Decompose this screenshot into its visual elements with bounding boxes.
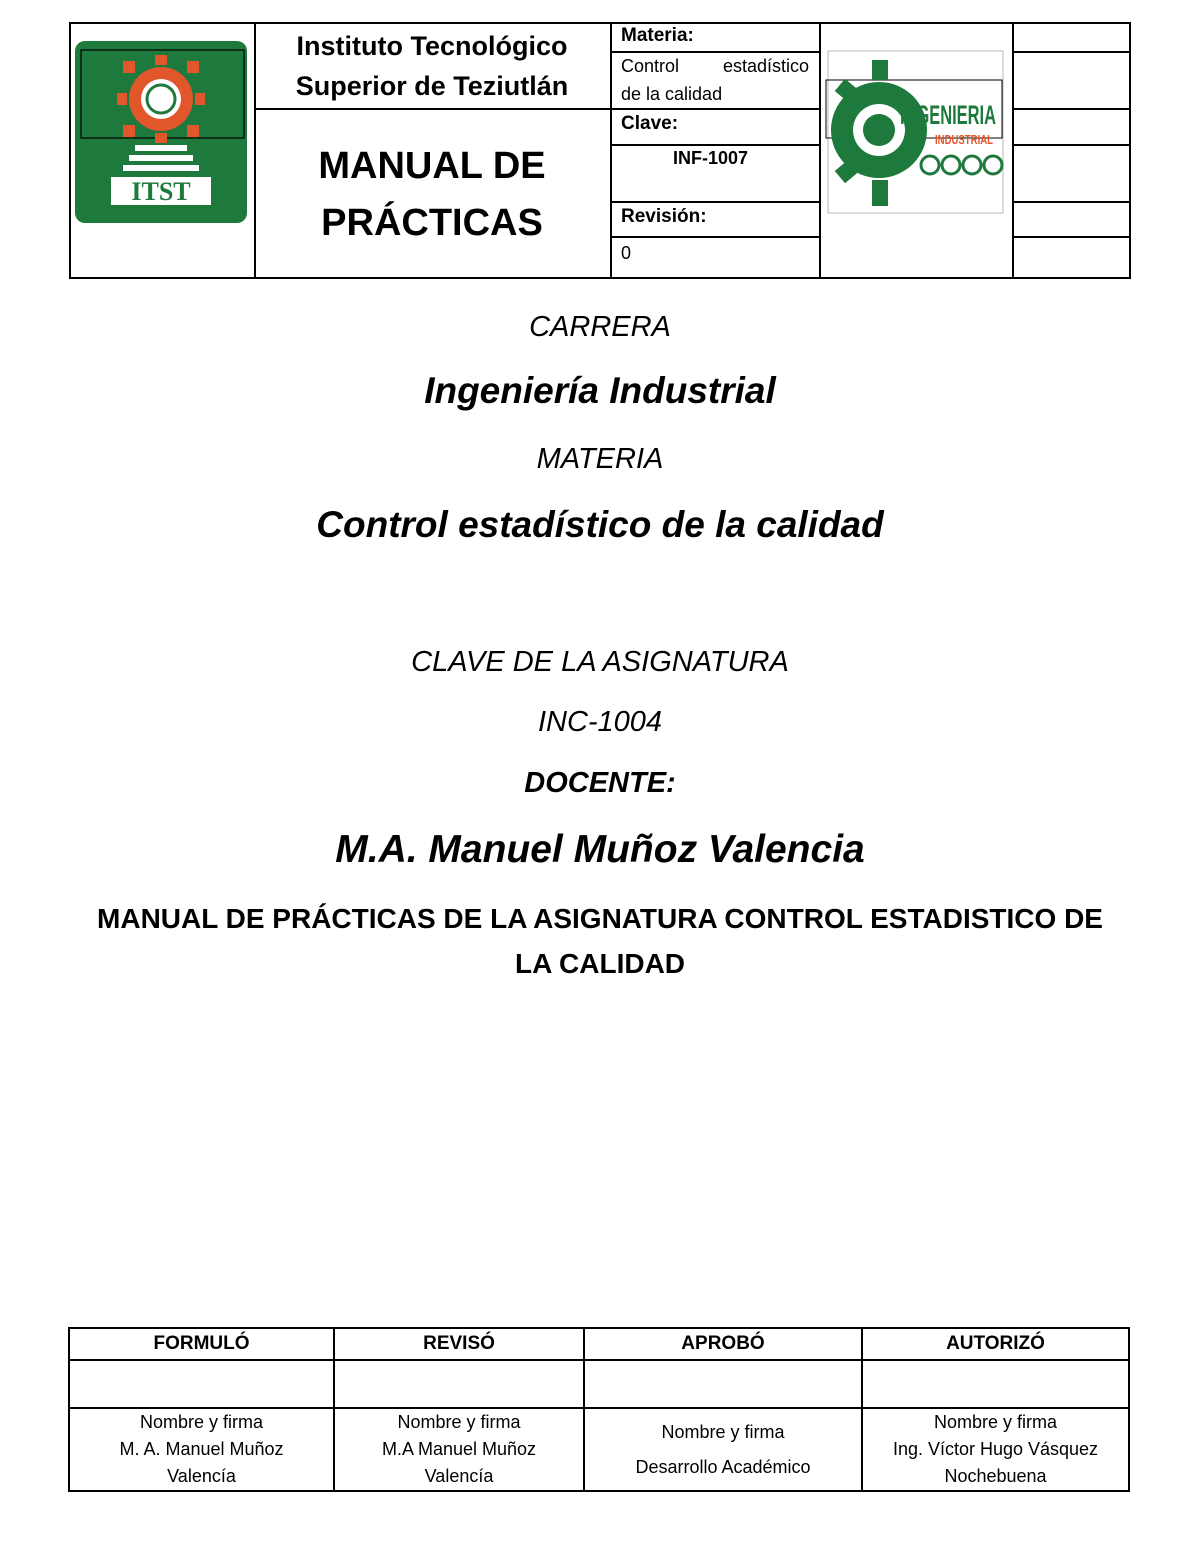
signer-name-cont: Nochebuena	[944, 1466, 1047, 1486]
carrera-value: Ingeniería Industrial	[424, 370, 776, 411]
row-divider	[610, 144, 820, 146]
signer-aprobo	[584, 1408, 862, 1491]
signer-formulo	[69, 1408, 334, 1491]
materia-heading: MATERIA	[536, 443, 664, 475]
header-aprobo: APROBÓ	[584, 1328, 862, 1360]
table-border-bottom	[69, 277, 1131, 279]
nombre-firma-label: Nombre y firma	[397, 1412, 521, 1432]
header-autorizo: AUTORIZÓ	[862, 1328, 1129, 1360]
materia-label: Materia:	[621, 25, 694, 46]
row-divider	[1012, 144, 1131, 146]
col-divider	[610, 22, 612, 279]
clave-value: INF-1007	[673, 148, 749, 168]
signer-name: M. A. Manuel Muñoz	[119, 1439, 284, 1459]
itst-logo-text: ITST	[131, 177, 191, 206]
institute-name	[255, 26, 609, 106]
row-divider	[1012, 51, 1131, 53]
signer-name-cont: Valencía	[167, 1466, 236, 1486]
manual-title-line-1: MANUAL DE	[318, 145, 546, 187]
docente-name: M.A. Manuel Muñoz Valencia	[335, 828, 865, 871]
row-divider	[610, 108, 820, 110]
signer-name-cont: Valencía	[424, 1466, 494, 1486]
materia-value-line-2: de la calidad	[621, 84, 723, 104]
nombre-firma-label: Nombre y firma	[661, 1421, 785, 1442]
manual-title	[255, 138, 609, 252]
header-formulo: FORMULÓ	[69, 1328, 334, 1360]
clave-label: Clave:	[621, 113, 679, 134]
row-divider	[1012, 201, 1131, 203]
institute-line-1: Instituto Tecnológico	[296, 31, 568, 61]
ingenieria-logo-text: INGENIERIA	[900, 100, 996, 130]
table-border-top	[69, 22, 1131, 24]
signature-space	[584, 1360, 862, 1408]
table-border-left	[69, 22, 71, 279]
row-divider	[610, 236, 820, 238]
signer-name: Ing. Víctor Hugo Vásquez	[892, 1439, 1099, 1459]
signature-space	[334, 1360, 584, 1408]
row-divider	[610, 201, 820, 203]
row-divider	[1012, 108, 1131, 110]
col-divider	[1012, 22, 1014, 279]
header-table	[69, 22, 1131, 279]
signature-header-row	[69, 1328, 1129, 1360]
signature-space	[862, 1360, 1129, 1408]
materia-title: Control estadístico de la calidad	[316, 504, 884, 545]
signer-name: M.A Manuel Muñoz	[381, 1439, 537, 1459]
ingenieria-industrial-logo	[824, 50, 1007, 215]
carrera-label: CARRERA	[529, 311, 671, 343]
col-divider	[819, 22, 821, 279]
itst-logo	[75, 41, 247, 223]
nombre-firma-label: Nombre y firma	[139, 1412, 264, 1432]
industrial-logo-text: INDUSTRIAL	[935, 132, 994, 147]
signer-name: Desarrollo Académico	[635, 1456, 811, 1477]
manual-description-line-2: LA CALIDAD	[514, 948, 686, 979]
materia-word-2: estadístico	[722, 56, 809, 76]
revision-value: 0	[621, 243, 632, 263]
signer-autorizo	[862, 1408, 1129, 1491]
row-divider	[1012, 236, 1131, 238]
signer-reviso	[334, 1408, 584, 1491]
manual-description-line-1: MANUAL DE PRÁCTICAS DE LA ASIGNATURA CONTROL ESTADISTICO DE	[97, 903, 1103, 934]
materia-value-line-1	[621, 56, 809, 77]
institute-line-2: Superior de Teziutlán	[295, 71, 569, 101]
docente-label: DOCENTE:	[524, 767, 676, 799]
signature-space	[69, 1360, 334, 1408]
materia-word-1: Control	[621, 56, 680, 76]
signature-table	[68, 1327, 1130, 1492]
signature-names-row	[69, 1408, 1129, 1491]
manual-description	[70, 896, 1130, 986]
table-border-right	[1129, 22, 1131, 279]
header-reviso: REVISÓ	[334, 1328, 584, 1360]
signature-blank-row	[69, 1360, 1129, 1408]
row-divider	[254, 108, 611, 110]
revision-label: Revisión:	[621, 206, 707, 227]
clave-asignatura-label: CLAVE DE LA ASIGNATURA	[411, 646, 789, 678]
clave-asignatura-value: INC-1004	[537, 706, 663, 738]
row-divider	[610, 51, 820, 53]
manual-title-line-2: PRÁCTICAS	[321, 202, 543, 244]
nombre-firma-label: Nombre y firma	[933, 1412, 1058, 1432]
